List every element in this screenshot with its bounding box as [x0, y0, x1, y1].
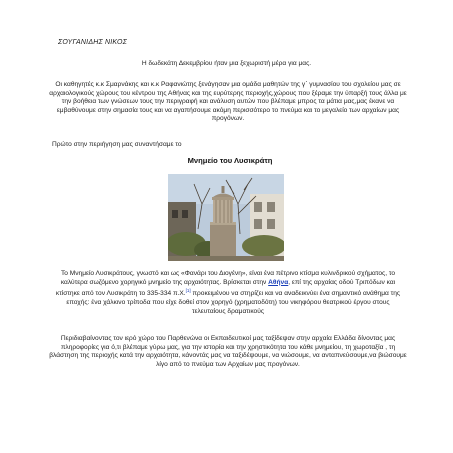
footnote-link[interactable]: [1]: [185, 288, 191, 294]
teachers-paragraph: Οι καθηγητές κ.κ Σμαρνάκης και κ.κ Ραφανιώτης ξενάγησαν μια ομάδα μαθητών της γ΄ γυμνασίου του σχολείου μας σε αρχαιολογικούς χώρους του κέντρου της Αθήνας και της ευρύτερης περιοχής,χώρους που ξέραμε την ύπαρξή τους άλλα με την βοήθεια των γνώσεων τους την περιγραφή και ανάλυση αυτών που βλέπαμε μπρος τα μάτια μας,μας έκανε να εμβαθύνουμε στην σημασία τους και να αγαπήσουμε ακόμη περισσότερο το πνεύμα και το μεγαλείο των αρχαίων μας προγόνων.: [49, 81, 407, 123]
monument-text-end: προκειμένου να στηρίζει και να αναδεικνύει ένα σημαντικό ανάθημα της εποχής: ένα χάλκινο τρίποδα που είχε δοθεί στον χορηγό (χρηματοδότη) του νικηφόρου θεατρικού έργου στους τελευταίους δραματικούς: [66, 290, 401, 315]
athens-link[interactable]: Αθήνα: [268, 278, 289, 286]
first-stop-text: Πρώτο στην περιήγηση μας συναντήσαμε το: [52, 141, 182, 148]
monument-text-mid: , επί της αρχαίας οδού Τριπόδων και κτίστηκε από τον Λυσικράτη το 335-334 π.Χ.: [55, 278, 396, 298]
monument-text-start: Το Μνημείο Λυσικράτους, γνωστό και ως «Φανάρι του Διογένη», είναι ένα πέτρινο κτίσμα κυλινδρικού σχήματος, το καλύτερα σωζόμενο χορηγικό μνημείο της αρχαιότητας. Βρίσκεται στην: [60, 270, 396, 286]
monument-photo: [168, 174, 284, 261]
monument-description: [52, 270, 404, 316]
intro-text: Η δωδεκάτη Δεκεμβρίου ήταν μια ξεχωριστή μέρα για μας.: [141, 60, 312, 67]
closing-paragraph: Περιδιαβαίνοντας τον ιερό χώρο του Παρθενώνα οι Εκπαιδευτικοί μας ταξίδεψαν στην αρχαία Ελλάδα δίνοντας μας πληροφορίες για ό,τι βλέπαμε γύρω μας, για την ιστορία και την χρηστικότητα του κάθε μνημείου, τη χωροταξία , τη βλάστηση της περιοχής κατά την αρχαιότητα, κάνοντάς μας να ταξιδέψουμε, να νιώσουμε, να ανταπνεύσουμε,να βιώσουμε λίγο από το πνεύμα των Αρχαίων μας προγόνων.: [49, 335, 407, 368]
author-name: ΣΟΥΓΑΝΙΔΗΣ ΝΙΚΟΣ: [58, 39, 127, 46]
monument-heading: Μνημείο του Λυσικράτη: [187, 156, 273, 165]
